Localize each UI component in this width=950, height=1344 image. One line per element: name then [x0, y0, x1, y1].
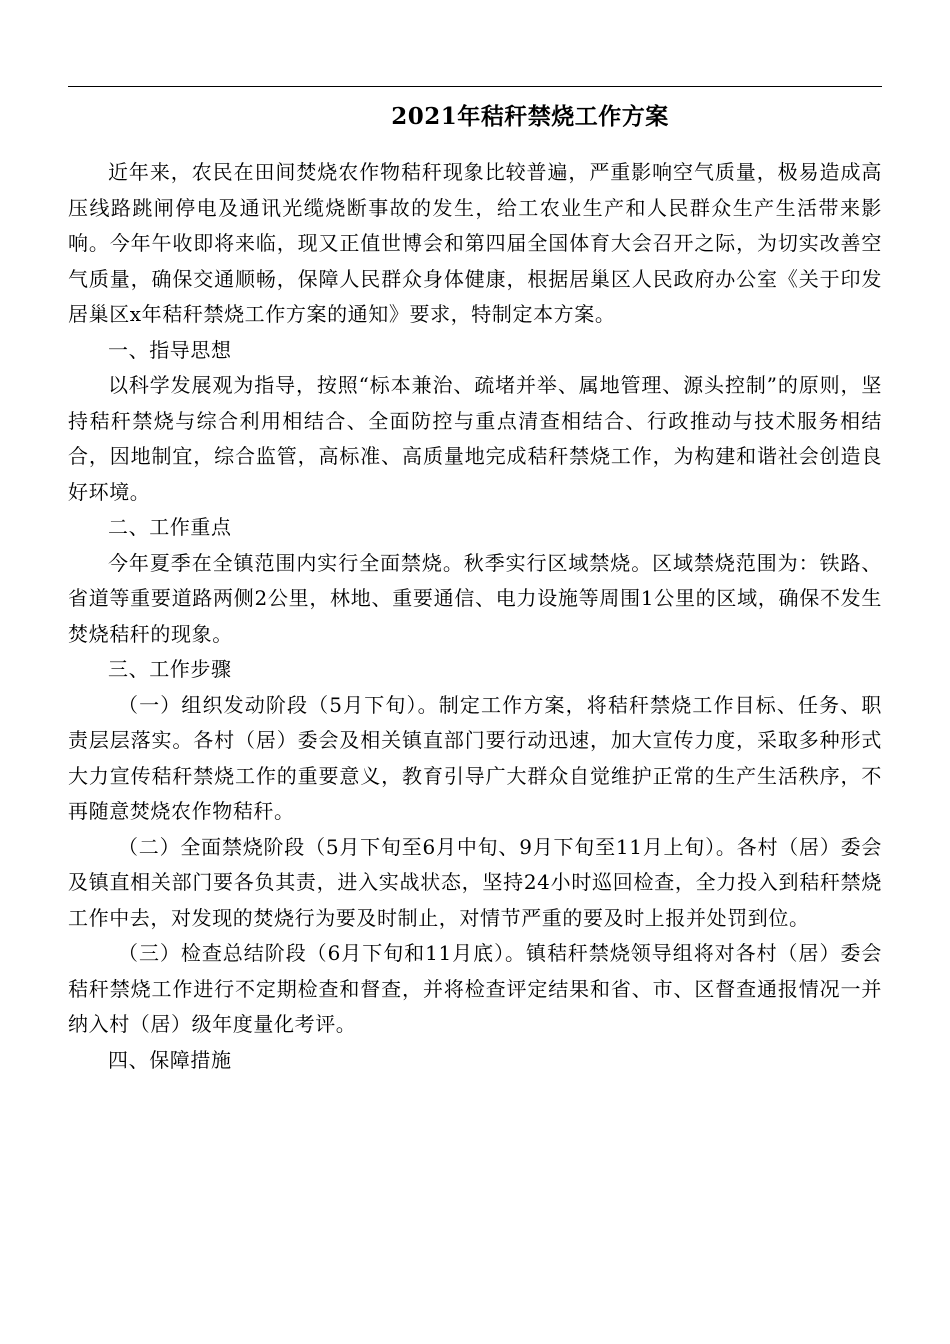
document-title: 2021年秸秆禁烧工作方案	[391, 103, 669, 130]
intro-paragraph: 近年来，农民在田间焚烧农作物秸秆现象比较普遍，严重影响空气质量，极易造成高压线路跳闸停电及通讯光缆烧断事故的发生，给工农业生产和人民群众生产生活带来影响。今年午收即将来临，现又正值世博会和第四届全国体育大会召开之际，为切实改善空气质量，确保交通顺畅，保障人民群众身体健康，根据居巢区人民政府办公室《关于印发居巢区x年秸秆禁烧工作方案的通知》要求，特制定本方案。	[68, 160, 882, 326]
work-focus-paragraph: 今年夏季在全镇范围内实行全面禁烧。秋季实行区域禁烧。区域禁烧范围为：铁路、省道等重要道路两侧2公里，林地、重要通信、电力设施等周围1公里的区域，确保不发生焚烧秸秆的现象。	[68, 550, 882, 646]
header-rule	[68, 86, 882, 87]
document-body	[68, 155, 882, 1078]
step-mobilization-paragraph: （一）组织发动阶段（5月下旬）。制定工作方案，将秸秆禁烧工作目标、任务、职责层层落实。各村（居）委会及相关镇直部门要行动迅速，加大宣传力度，采取多种形式大力宣传秸秆禁烧工作的重要意义，教育引导广大群众自觉维护正常的生产生活秩序，不再随意焚烧农作物秸秆。	[68, 692, 882, 823]
step-inspection-paragraph: （三）检查总结阶段（6月下旬和11月底）。镇秸秆禁烧领导组将对各村（居）委会秸秆禁烧工作进行不定期检查和督查，并将检查评定结果和省、市、区督查通报情况一并纳入村（居）级年度量化考评。	[68, 941, 882, 1036]
step-full-ban-paragraph: （二）全面禁烧阶段（5月下旬至6月中旬、9月下旬至11月上旬）。各村（居）委会及镇直相关部门要各负其责，进入实战状态，坚持24小时巡回检查，全力投入到秸秆禁烧工作中去，对发现的焚烧行为要及时制止，对情节严重的要及时上报并处罚到位。	[68, 834, 882, 930]
section-heading-work-steps: 三、工作步骤	[108, 657, 232, 681]
section-heading-guiding-ideology: 一、指导思想	[108, 337, 232, 362]
section-heading-work-focus: 二、工作重点	[108, 515, 232, 539]
guiding-ideology-paragraph: 以科学发展观为指导，按照“标本兼治、疏堵并举、属地管理、源头控制”的原则，坚持秸秆禁烧与综合利用相结合、全面防控与重点清查相结合、行政推动与技术服务相结合，因地制宜，综合监管，高标准、高质量地完成秸秆禁烧工作，为构建和谐社会创造良好环境。	[68, 373, 882, 504]
section-heading-safeguards: 四、保障措施	[108, 1047, 232, 1072]
